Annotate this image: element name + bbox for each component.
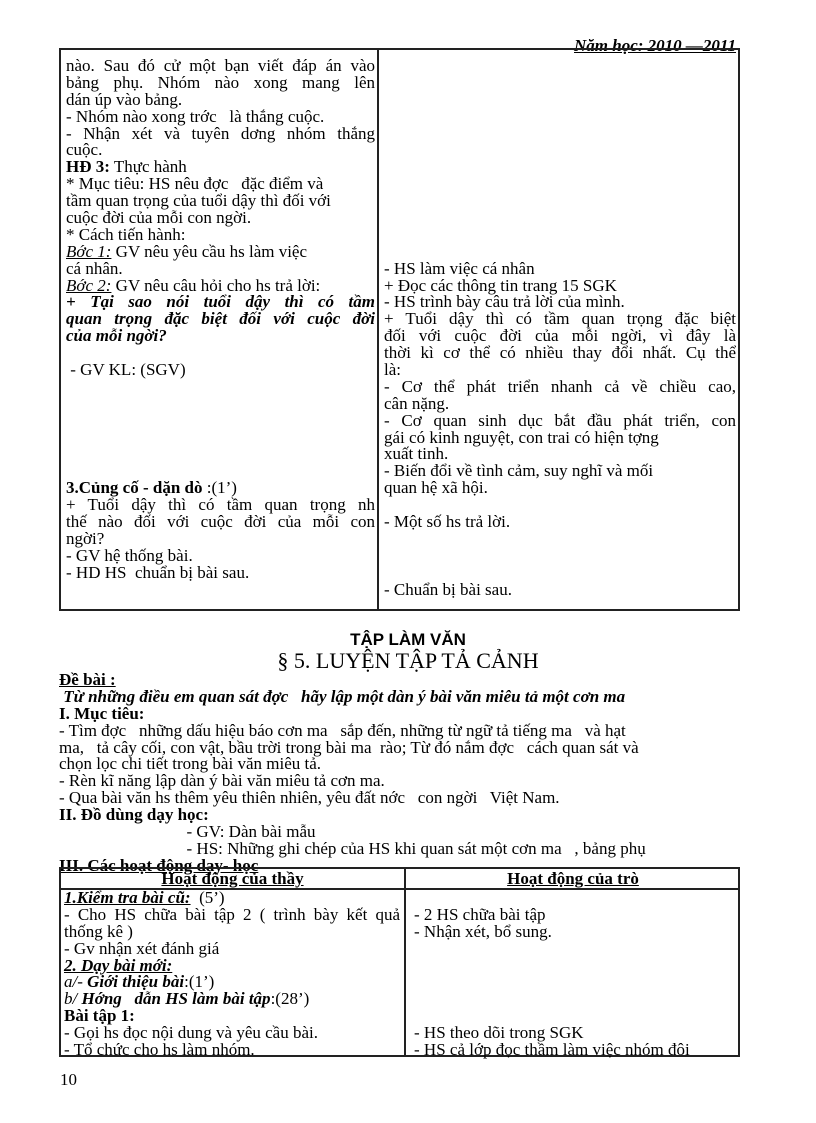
student-column — [406, 869, 740, 1060]
teacher-column — [61, 50, 379, 609]
text-line — [384, 227, 736, 244]
text-segment: - HS: Những ghi chép của HS khi quan sát một cơn ma , bảng phụ — [59, 838, 646, 858]
text-line — [384, 176, 736, 193]
lesson-title: § 5. LUYỆN TẬP TẢ CẢNH — [277, 648, 539, 673]
text-segment: - 2 HS chữa bài tập — [414, 904, 546, 924]
text-segment: - Tìm đợc những dấu hiệu báo cơn ma sắp đến, những từ ngữ tả tiếng ma và hạt — [59, 720, 626, 740]
text-line — [384, 126, 736, 143]
text-segment: - Qua bài văn hs thêm yêu thiên nhiên, yêu đất nớc con ngời Việt Nam. — [59, 788, 560, 808]
text-segment: ngời? — [66, 528, 105, 548]
text-segment: thống kê ) — [64, 921, 133, 941]
text-segment: + Tuổi dậy thì có tầm quan trọng nh — [66, 495, 375, 515]
text-segment: * Cách tiến hành: — [66, 224, 186, 244]
text-segment: b/ — [64, 989, 82, 1009]
text-segment: chọn lọc chi tiết trong bài văn miêu tả. — [59, 754, 322, 774]
text-segment: :(1’) — [202, 478, 237, 498]
text-segment: - HS làm việc cá nhân — [384, 258, 535, 278]
text-segment: thời kì cơ thể có nhiều thay đổi nhất. Cụ thể — [384, 343, 736, 363]
text-segment: quan trọng đặc biệt đối với cuộc đời — [66, 309, 375, 329]
text-line — [66, 379, 375, 396]
page-number: 10 — [60, 1070, 77, 1089]
text-segment: - HS cả lớp đọc thầm làm việc nhóm đôi — [414, 1040, 690, 1060]
text-line — [384, 142, 736, 159]
text-segment: - GV KL: (SGV) — [66, 360, 186, 380]
student-activities — [406, 890, 740, 1059]
text-line — [414, 921, 736, 941]
lesson-body — [59, 672, 759, 875]
text-line — [384, 548, 736, 565]
text-segment: gái có kinh nguyệt, con trai có hiện tợng — [384, 427, 659, 447]
text-line — [66, 362, 375, 379]
text-line — [384, 514, 736, 531]
text-segment: :(1’) — [184, 972, 215, 992]
text-line — [414, 941, 736, 958]
text-segment: HĐ 3: — [66, 157, 110, 177]
text-segment: 2. Dạy bài mới: — [64, 955, 173, 975]
text-line — [384, 92, 736, 109]
text-line — [414, 991, 736, 1008]
teacher-column — [61, 869, 404, 1060]
text-segment: Bớc 1: — [66, 241, 112, 261]
text-line — [64, 1042, 400, 1059]
text-segment: + Tuổi dậy thì có tầm quan trọng đặc biệt — [384, 309, 736, 329]
text-line — [59, 686, 759, 706]
text-line — [66, 430, 375, 447]
text-line — [66, 514, 375, 531]
text-line — [384, 193, 736, 210]
text-segment: III. Các hoạt động dạy- học — [59, 855, 259, 875]
text-segment: - Nhóm nào xong trớc là thắng cuộc. — [66, 106, 325, 126]
text-line — [66, 396, 375, 413]
text-segment: quan hệ xã hội. — [384, 478, 488, 498]
text-segment: - HD HS chuẩn bị bài sau. — [66, 562, 250, 582]
subject-heading: TẬP LÀM VĂN — [350, 630, 466, 649]
text-line — [66, 328, 375, 345]
text-segment: 3.Củng cố - dặn dò — [66, 478, 203, 498]
text-line — [66, 446, 375, 463]
text-segment: - GV: Dàn bài mẫu — [59, 822, 316, 842]
text-segment: - GV hệ thống bài. — [66, 545, 193, 565]
student-column — [379, 50, 740, 609]
text-segment: - HS theo dõi trong SGK — [414, 1023, 584, 1043]
text-line — [66, 562, 375, 582]
text-segment: - Nhận xét, bổ sung. — [414, 921, 552, 941]
text-segment: + Đọc các thông tin trang 15 SGK — [384, 275, 617, 295]
text-segment: của mỗi ngời? — [66, 326, 167, 346]
text-line — [414, 958, 736, 975]
text-segment: bảng phụ. Nhóm nào xong mang lên — [66, 72, 375, 92]
text-segment: Hớng dẫn HS làm bài tập — [81, 989, 271, 1009]
text-segment: I. Mục tiêu: — [59, 703, 145, 723]
text-segment: cuộc đời của mỗi con ngời. — [66, 208, 252, 228]
activity-table — [59, 867, 740, 1060]
text-segment: - Một số hs trả lời. — [384, 512, 511, 532]
text-segment: nào. Sau đó cử một bạn viết đáp án vào — [66, 56, 375, 75]
text-line — [384, 109, 736, 126]
text-segment: GV nêu câu hỏi cho hs trả lời: — [111, 275, 321, 295]
text-line — [384, 75, 736, 92]
text-line — [384, 159, 736, 176]
text-segment: :(28’) — [270, 989, 310, 1009]
text-segment: - Cơ thể phát triển nhanh cả về chiều cao, — [384, 376, 736, 396]
text-line — [414, 974, 736, 991]
text-segment: - Gv nhận xét đánh giá — [64, 938, 220, 958]
text-segment: - Nhận xét và tuyên dơng nhóm thắng — [66, 123, 375, 143]
text-segment: - Cho HS chữa bài tập 2 ( trình bày kết quả — [64, 904, 400, 924]
text-line — [384, 210, 736, 227]
text-segment: (5’) — [190, 888, 225, 907]
text-segment: - Biến đổi về tình cảm, suy nghĩ và mối — [384, 461, 654, 481]
text-segment: cuộc. — [66, 140, 103, 160]
text-segment: + Tại sao nói tuổi dậy thì có tầm — [66, 292, 375, 312]
teacher-activities — [61, 890, 404, 1059]
text-segment: 1.Kiểm tra bài cũ: — [64, 888, 191, 907]
activity-table-continued — [59, 48, 740, 611]
text-segment: Bớc 2: — [66, 275, 112, 295]
text-segment: - Chuẩn bị bài sau. — [384, 579, 512, 599]
text-segment: cân nặng. — [384, 393, 450, 413]
text-segment: Bài tập 1: — [64, 1006, 135, 1026]
text-line — [384, 579, 736, 599]
text-line — [414, 1042, 736, 1059]
text-segment: ma, tả cây cối, con vật, bầu trời trong bài ma rào; Từ đó nắm đợc cách quan sát và — [59, 737, 639, 757]
text-segment: * Mục tiêu: HS nêu đợc đặc điểm và — [66, 174, 324, 194]
text-segment: tầm quan trọng của tuổi dậy thì đối với — [66, 191, 331, 211]
text-segment: cá nhân. — [66, 258, 123, 278]
text-segment: GV nêu yêu cầu hs làm việc — [111, 241, 308, 261]
text-segment: - Tổ chức cho hs làm nhóm. — [64, 1040, 255, 1060]
text-line — [66, 413, 375, 430]
text-segment: xuất tinh. — [384, 444, 449, 464]
text-segment: - Cơ quan sinh dục bắt đầu phát triển, con — [384, 410, 736, 430]
text-segment: II. Đồ dùng dạy học: — [59, 805, 209, 825]
column-header-student: Hoạt động của trò — [406, 869, 740, 890]
text-segment: a/- — [64, 972, 88, 992]
text-segment: Giới thiệu bài — [87, 972, 185, 992]
text-line — [384, 345, 736, 362]
text-line — [66, 123, 375, 143]
text-segment: Từ những điều em quan sát đợc hãy lập một dàn ý bài văn miêu tả một cơn ma — [59, 686, 626, 706]
text-segment: - Gọi hs đọc nội dung và yêu cầu bài. — [64, 1023, 318, 1043]
text-segment: Đề bài : — [59, 670, 116, 689]
text-segment: đối với cuộc đời của mỗi ngời, vì đây là — [384, 326, 736, 346]
text-segment: là: — [384, 360, 401, 380]
text-segment: - HS trình bày câu trả lời của mình. — [384, 292, 625, 312]
text-line — [384, 480, 736, 497]
column-header-teacher: Hoạt động của thầy — [61, 869, 404, 890]
text-segment: thế nào đối với cuộc đời của mỗi con — [66, 512, 375, 532]
text-segment: Thực hành — [109, 157, 187, 177]
text-line — [384, 531, 736, 548]
text-segment: - Rèn kĩ năng lập dàn ý bài văn miêu tả cơn ma. — [59, 771, 385, 791]
text-segment: dán úp vào bảng. — [66, 89, 183, 109]
text-line — [384, 58, 736, 75]
school-year-header: Năm học: 2010 —2011 — [574, 36, 736, 55]
